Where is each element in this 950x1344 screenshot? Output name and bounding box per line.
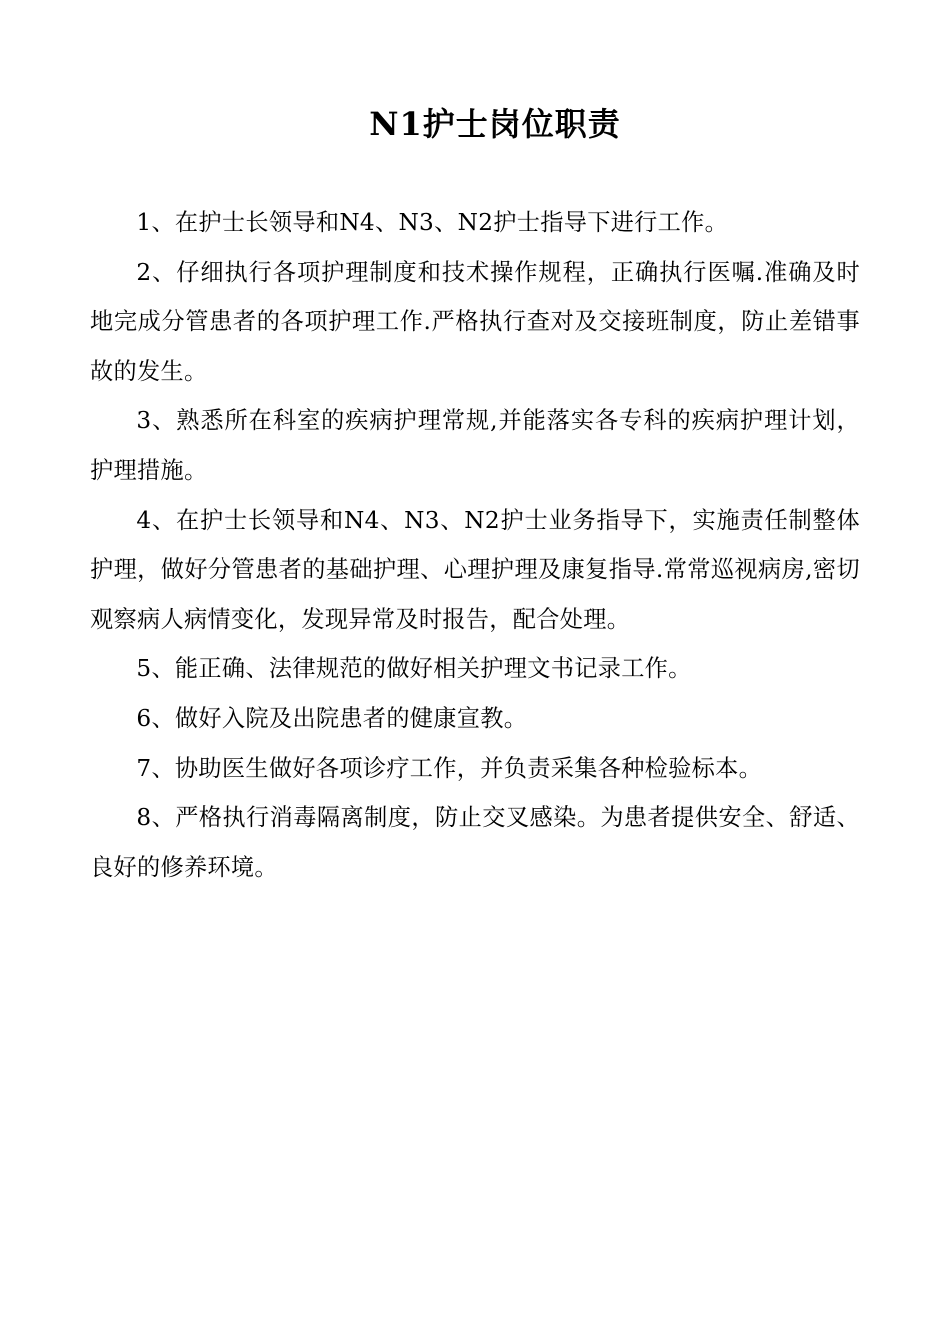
paragraph-1: 1、在护士长领导和N4、N3、N2护士指导下进行工作。 bbox=[136, 209, 729, 236]
paragraph-6: 6、做好入院及出院患者的健康宣教。 bbox=[136, 704, 528, 732]
paragraph-5: 5、能正确、法律规范的做好相关护理文书记录工作。 bbox=[136, 655, 692, 683]
paragraph-7: 7、协助医生做好各项诊疗工作，并负责采集各种检验标本。 bbox=[136, 754, 763, 782]
paragraph-3: 3、熟悉所在科室的疾病护理常规,并能落实各专科的疾病护理计划，护理措施。 bbox=[90, 407, 860, 484]
document-body bbox=[90, 198, 860, 892]
paragraph-4: 4、在护士长领导和N4、N3、N2护士业务指导下，实施责任制整体护理，做好分管患者的基础护理、心理护理及康复指导.常常巡视病房,密切观察病人病情变化，发现异常及时报告，配合处理。 bbox=[90, 506, 860, 633]
document-title: N1护士岗位职责 bbox=[369, 105, 621, 143]
paragraph-8: 8、严格执行消毒隔离制度，防止交叉感染。为患者提供安全、舒适、良好的修养环境。 bbox=[90, 804, 860, 881]
paragraph-2: 2、仔细执行各项护理制度和技术操作规程，正确执行医嘱.准确及时地完成分管患者的各项护理工作.严格执行查对及交接班制度，防止差错事故的发生。 bbox=[90, 258, 860, 385]
